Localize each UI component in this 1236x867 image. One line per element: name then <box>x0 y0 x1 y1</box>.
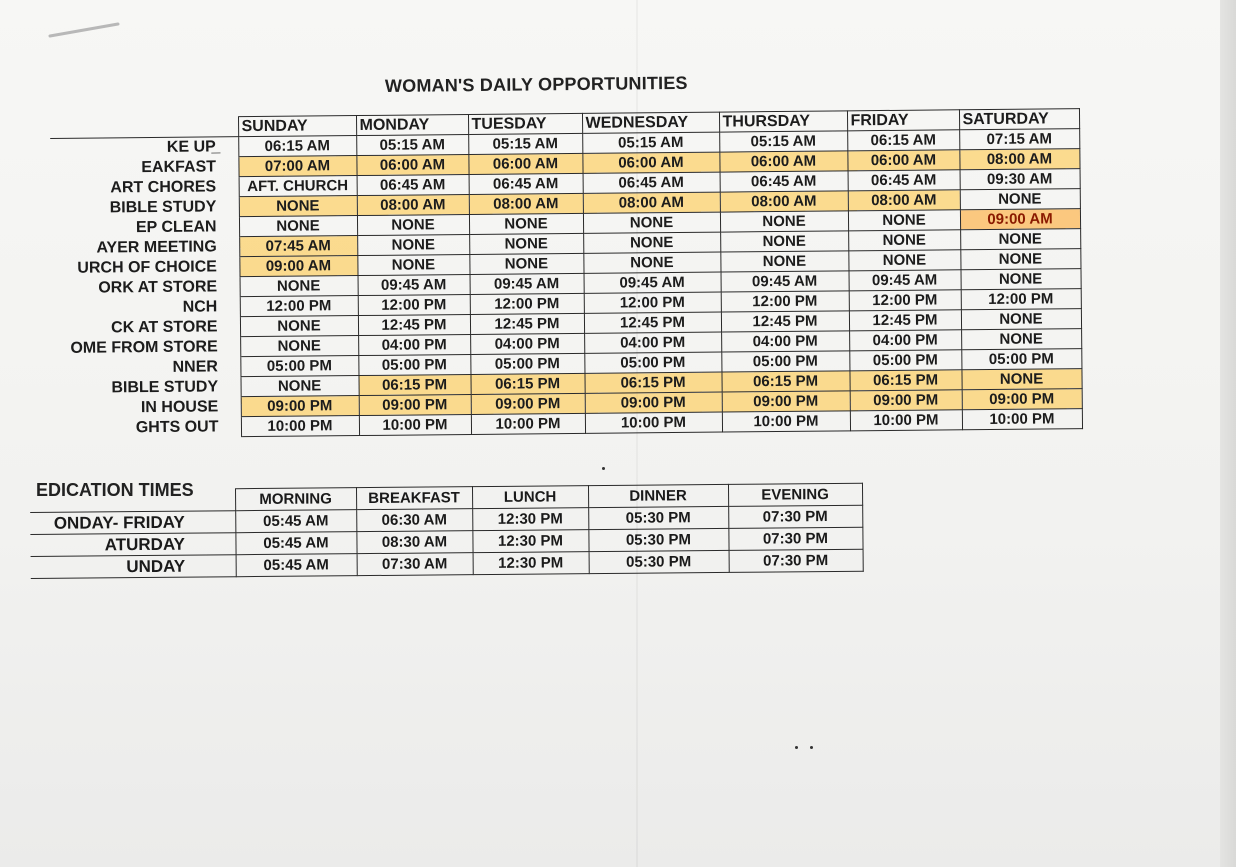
schedule-cell: 09:45 AM <box>584 272 721 293</box>
schedule-cell: NONE <box>960 269 1080 290</box>
schedule-cell: 06:15 PM <box>849 370 961 391</box>
schedule-cell: NONE <box>848 230 960 251</box>
schedule-cell: 09:00 PM <box>359 394 471 415</box>
activity-label: GHTS OUT <box>53 417 241 439</box>
speck <box>602 467 605 470</box>
schedule-cell: NONE <box>583 212 720 233</box>
schedule-cell: 09:00 PM <box>585 392 722 413</box>
paper-right-edge <box>1220 0 1236 867</box>
schedule-cell: 09:45 AM <box>849 270 961 291</box>
activity-label: BIBLE STUDY <box>51 197 239 219</box>
schedule-cell: 09:45 AM <box>358 274 470 295</box>
schedule-cell: 12:00 PM <box>240 296 358 317</box>
medication-cell: 07:30 PM <box>728 527 862 550</box>
schedule-table-wrapper <box>50 108 1083 439</box>
medication-cell: 12:30 PM <box>473 552 589 575</box>
schedule-cell: 09:00 PM <box>241 396 359 417</box>
schedule-cell: 10:00 PM <box>850 410 962 431</box>
schedule-cell: NONE <box>240 376 358 397</box>
schedule-cell: 08:00 AM <box>357 194 469 215</box>
schedule-cell: NONE <box>240 276 358 297</box>
schedule-cell: NONE <box>720 211 848 232</box>
activity-label: BIBLE STUDY <box>53 377 241 399</box>
schedule-cell: 12:00 PM <box>358 294 470 315</box>
schedule-cell: 06:15 PM <box>721 371 849 392</box>
schedule-cell: NONE <box>960 189 1080 210</box>
schedule-cell: 05:00 PM <box>358 354 470 375</box>
speck <box>795 746 798 749</box>
pen-mark <box>48 22 120 38</box>
schedule-cell: 06:00 AM <box>582 152 719 173</box>
schedule-cell: 08:00 AM <box>720 191 848 212</box>
speck <box>810 746 813 749</box>
schedule-cell: 10:00 PM <box>471 413 585 434</box>
schedule-cell: 05:00 PM <box>849 350 961 371</box>
schedule-cell: 05:00 PM <box>240 356 358 377</box>
activity-label: EAKFAST <box>50 157 238 179</box>
schedule-cell: 05:15 AM <box>356 134 468 155</box>
schedule-cell: 12:45 PM <box>358 314 470 335</box>
day-header-tuesday: TUESDAY <box>468 113 582 134</box>
activity-label: CK AT STORE <box>52 317 240 339</box>
schedule-cell: 09:45 AM <box>721 271 849 292</box>
schedule-cell: NONE <box>469 213 583 234</box>
schedule-cell: AFT. CHURCH <box>239 176 357 197</box>
schedule-cell: 06:00 AM <box>719 151 847 172</box>
schedule-cell: 10:00 PM <box>722 411 850 432</box>
schedule-cell: 12:00 PM <box>961 289 1081 310</box>
schedule-cell: NONE <box>239 196 357 217</box>
day-header-sunday: SUNDAY <box>238 116 356 137</box>
schedule-cell: 09:00 PM <box>962 389 1082 410</box>
schedule-cell: NONE <box>357 234 469 255</box>
schedule-cell: NONE <box>583 252 720 273</box>
schedule-cell: NONE <box>961 369 1081 390</box>
medication-header-dinner: DINNER <box>588 484 728 507</box>
day-header-thursday: THURSDAY <box>719 111 847 132</box>
medication-cell: 07:30 PM <box>728 505 862 528</box>
schedule-cell: NONE <box>720 251 848 272</box>
schedule-cell: 07:45 AM <box>239 236 357 257</box>
activity-label: NCH <box>52 297 240 319</box>
schedule-cell: 09:00 PM <box>850 390 962 411</box>
activity-label: OME FROM STORE <box>52 337 240 359</box>
schedule-cell: 09:00 AM <box>960 209 1080 230</box>
schedule-cell: 05:00 PM <box>721 351 849 372</box>
schedule-cell: 04:00 PM <box>721 331 849 352</box>
schedule-cell: 09:30 AM <box>960 169 1080 190</box>
medication-title: EDICATION TIMES <box>36 480 194 500</box>
activity-label: ̲KE UP <box>50 137 238 159</box>
schedule-cell: 05:15 AM <box>719 131 847 152</box>
header-corner <box>50 117 238 139</box>
schedule-cell: 06:45 AM <box>469 173 583 194</box>
schedule-cell: 04:00 PM <box>358 334 470 355</box>
schedule-cell: NONE <box>720 231 848 252</box>
page-title: WOMAN'S DAILY OPPORTUNITIES <box>384 72 688 96</box>
activity-label: ART CHORES <box>51 177 239 199</box>
schedule-cell: NONE <box>848 250 960 271</box>
medication-cell: 05:30 PM <box>589 550 729 573</box>
activity-label: EP CLEAN <box>51 217 239 239</box>
schedule-cell: 09:45 AM <box>470 273 584 294</box>
schedule-cell: 12:45 PM <box>584 312 721 333</box>
activity-label: AYER MEETING <box>51 237 239 259</box>
medication-day-label: UNDAY <box>31 555 236 579</box>
schedule-cell: NONE <box>357 254 469 275</box>
schedule-cell: 12:45 PM <box>470 313 584 334</box>
schedule-cell: 04:00 PM <box>584 332 721 353</box>
schedule-cell: 06:45 AM <box>720 171 848 192</box>
schedule-cell: 12:00 PM <box>849 290 961 311</box>
day-header-monday: MONDAY <box>356 114 468 135</box>
day-header-friday: FRIDAY <box>847 110 959 131</box>
medication-cell: 08:30 AM <box>356 531 472 554</box>
medication-cell: 05:45 AM <box>236 554 357 577</box>
day-header-wednesday: WEDNESDAY <box>582 112 719 133</box>
schedule-cell: 08:00 AM <box>583 192 720 213</box>
medication-day-label: ONDAY- FRIDAY <box>30 511 235 535</box>
schedule-cell: 08:00 AM <box>959 149 1079 170</box>
medication-header-evening: EVENING <box>728 483 862 506</box>
medication-cell: 12:30 PM <box>472 530 588 553</box>
schedule-cell: 06:15 AM <box>847 130 959 151</box>
schedule-cell: 08:00 AM <box>848 190 960 211</box>
medication-cell: 05:45 AM <box>235 510 356 533</box>
schedule-cell: 08:00 AM <box>469 193 583 214</box>
schedule-cell: 04:00 PM <box>849 330 961 351</box>
day-header-saturday: SATURDAY <box>959 109 1079 130</box>
schedule-cell: 06:00 AM <box>468 153 582 174</box>
schedule-cell: NONE <box>960 229 1080 250</box>
medication-cell: 07:30 PM <box>729 549 863 572</box>
schedule-cell: 12:00 PM <box>721 291 849 312</box>
schedule-cell: 06:45 AM <box>848 170 960 191</box>
schedule-cell: 12:45 PM <box>849 310 961 331</box>
activity-label: NNER <box>52 357 240 379</box>
schedule-cell: 06:00 AM <box>356 154 468 175</box>
medication-day-label: ATURDAY <box>30 533 235 557</box>
schedule-table <box>50 108 1083 439</box>
schedule-cell: 06:15 PM <box>358 374 470 395</box>
schedule-cell: 06:00 AM <box>847 150 959 171</box>
schedule-cell: 05:00 PM <box>470 353 584 374</box>
schedule-cell: 05:00 PM <box>584 352 721 373</box>
schedule-cell: 05:15 AM <box>468 133 582 154</box>
schedule-cell: 05:00 PM <box>961 349 1081 370</box>
schedule-cell: NONE <box>469 253 583 274</box>
schedule-cell: NONE <box>961 329 1081 350</box>
medication-header-breakfast: BREAKFAST <box>356 487 472 510</box>
schedule-cell: 10:00 PM <box>962 409 1082 430</box>
schedule-cell: 10:00 PM <box>359 414 471 435</box>
schedule-cell: NONE <box>848 210 960 231</box>
schedule-cell: 12:00 PM <box>584 292 721 313</box>
schedule-cell: NONE <box>961 309 1081 330</box>
medication-header-morning: MORNING <box>235 488 356 511</box>
medication-cell: 05:30 PM <box>588 528 728 551</box>
schedule-cell: 10:00 PM <box>585 412 722 433</box>
activity-label: URCH OF CHOICE <box>51 257 239 279</box>
schedule-cell: NONE <box>583 232 720 253</box>
schedule-cell: NONE <box>239 216 357 237</box>
schedule-cell: 09:00 PM <box>471 393 585 414</box>
medication-cell: 05:45 AM <box>235 532 356 555</box>
schedule-cell: 06:15 PM <box>470 373 584 394</box>
schedule-cell: 12:45 PM <box>721 311 849 332</box>
schedule-cell: 04:00 PM <box>470 333 584 354</box>
activity-label: IN HOUSE <box>53 397 241 419</box>
schedule-cell: 06:45 AM <box>357 174 469 195</box>
schedule-cell: 06:15 PM <box>584 372 721 393</box>
schedule-cell: NONE <box>240 336 358 357</box>
schedule-cell: 06:45 AM <box>583 172 720 193</box>
schedule-cell: 12:00 PM <box>470 293 584 314</box>
schedule-cell: 09:00 PM <box>722 391 850 412</box>
schedule-cell: NONE <box>960 249 1080 270</box>
medication-header-lunch: LUNCH <box>472 486 588 509</box>
medication-cell: 05:30 PM <box>588 506 728 529</box>
schedule-cell: 10:00 PM <box>241 416 359 437</box>
schedule-cell: NONE <box>240 316 358 337</box>
medication-cell: 06:30 AM <box>356 509 472 532</box>
schedule-cell: 05:15 AM <box>582 132 719 153</box>
schedule-cell: 07:15 AM <box>959 129 1079 150</box>
schedule-cell: NONE <box>357 214 469 235</box>
schedule-cell: NONE <box>469 233 583 254</box>
schedule-cell: 06:15 AM <box>238 136 356 157</box>
medication-cell: 12:30 PM <box>472 508 588 531</box>
activity-label: ORK AT STORE <box>52 277 240 299</box>
medication-cell: 07:30 AM <box>357 553 473 576</box>
schedule-cell: 09:00 AM <box>239 256 357 277</box>
schedule-cell: 07:00 AM <box>238 156 356 177</box>
